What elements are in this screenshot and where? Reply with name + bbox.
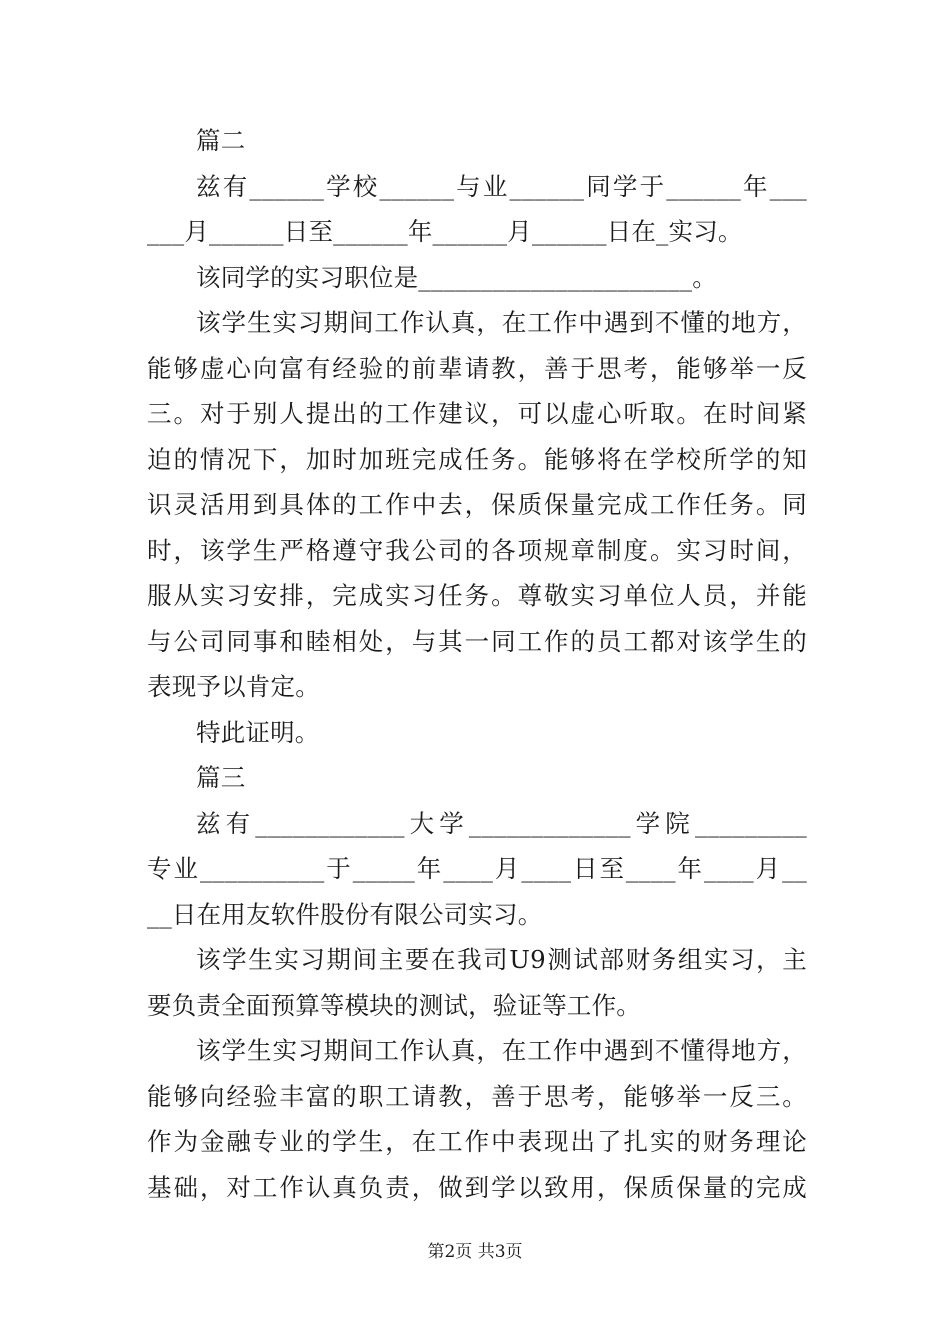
text-line-8: 迫的情况下，加时加班完成任务。能够将在学校所学的知 — [147, 444, 807, 474]
text-line-23: 作为金融专业的学生，在工作中表现出了扎实的财务理论 — [147, 1127, 807, 1156]
text-line-12: 与公司同事和睦相处，与其一同工作的员工都对该学生的 — [147, 626, 807, 656]
text-line-10: 时，该学生严格遵守我公司的各项规章制度。实习时间， — [147, 535, 807, 565]
text-line-2: 兹有______学校______与业______同学于______年___ — [196, 171, 807, 201]
text-line-3: ___月______日至______年______月______日在_实习。 — [147, 217, 743, 246]
text-line-1: 篇二 — [196, 126, 246, 155]
text-line-4: 该同学的实习职位是______________________。 — [196, 262, 717, 292]
document-body — [147, 118, 807, 1210]
text-line-11: 服从实习安排，完成实习任务。尊敬实习单位人员，并能 — [147, 581, 807, 610]
text-line-19: 该学生实习期间主要在我司U9测试部财务组实习，主 — [196, 945, 807, 974]
page-number-label: 第2页 共3页 — [427, 1242, 523, 1262]
text-line-5: 该学生实习期间工作认真，在工作中遇到不懂的地方， — [196, 308, 807, 337]
page-footer — [0, 1240, 950, 1264]
text-line-16: 兹有____________大学_____________学院_________ — [196, 808, 807, 838]
text-line-24: 基础，对工作认真负责，做到学以致用，保质保量的完成 — [147, 1172, 807, 1202]
text-line-15: 篇三 — [196, 763, 246, 792]
text-line-9: 识灵活用到具体的工作中去，保质保量完成工作任务。同 — [147, 490, 807, 519]
text-line-6: 能够虚心向富有经验的前辈请教，善于思考，能够举一反 — [147, 353, 807, 383]
text-line-7: 三。对于别人提出的工作建议，可以虚心听取。在时间紧 — [147, 399, 807, 428]
text-line-14: 特此证明。 — [196, 717, 320, 747]
text-line-22: 能够向经验丰富的职工请教，善于思考，能够举一反三。 — [147, 1081, 807, 1111]
text-line-18: __日在用友软件股份有限公司实习。 — [147, 899, 543, 929]
text-line-13: 表现予以肯定。 — [147, 672, 320, 701]
text-line-21: 该学生实习期间工作认真，在工作中遇到不懂得地方， — [196, 1036, 807, 1065]
text-line-20: 要负责全面预算等模块的测试，验证等工作。 — [147, 990, 641, 1020]
text-line-17: 专业__________于_____年____月____日至____年____月__ — [147, 854, 807, 883]
